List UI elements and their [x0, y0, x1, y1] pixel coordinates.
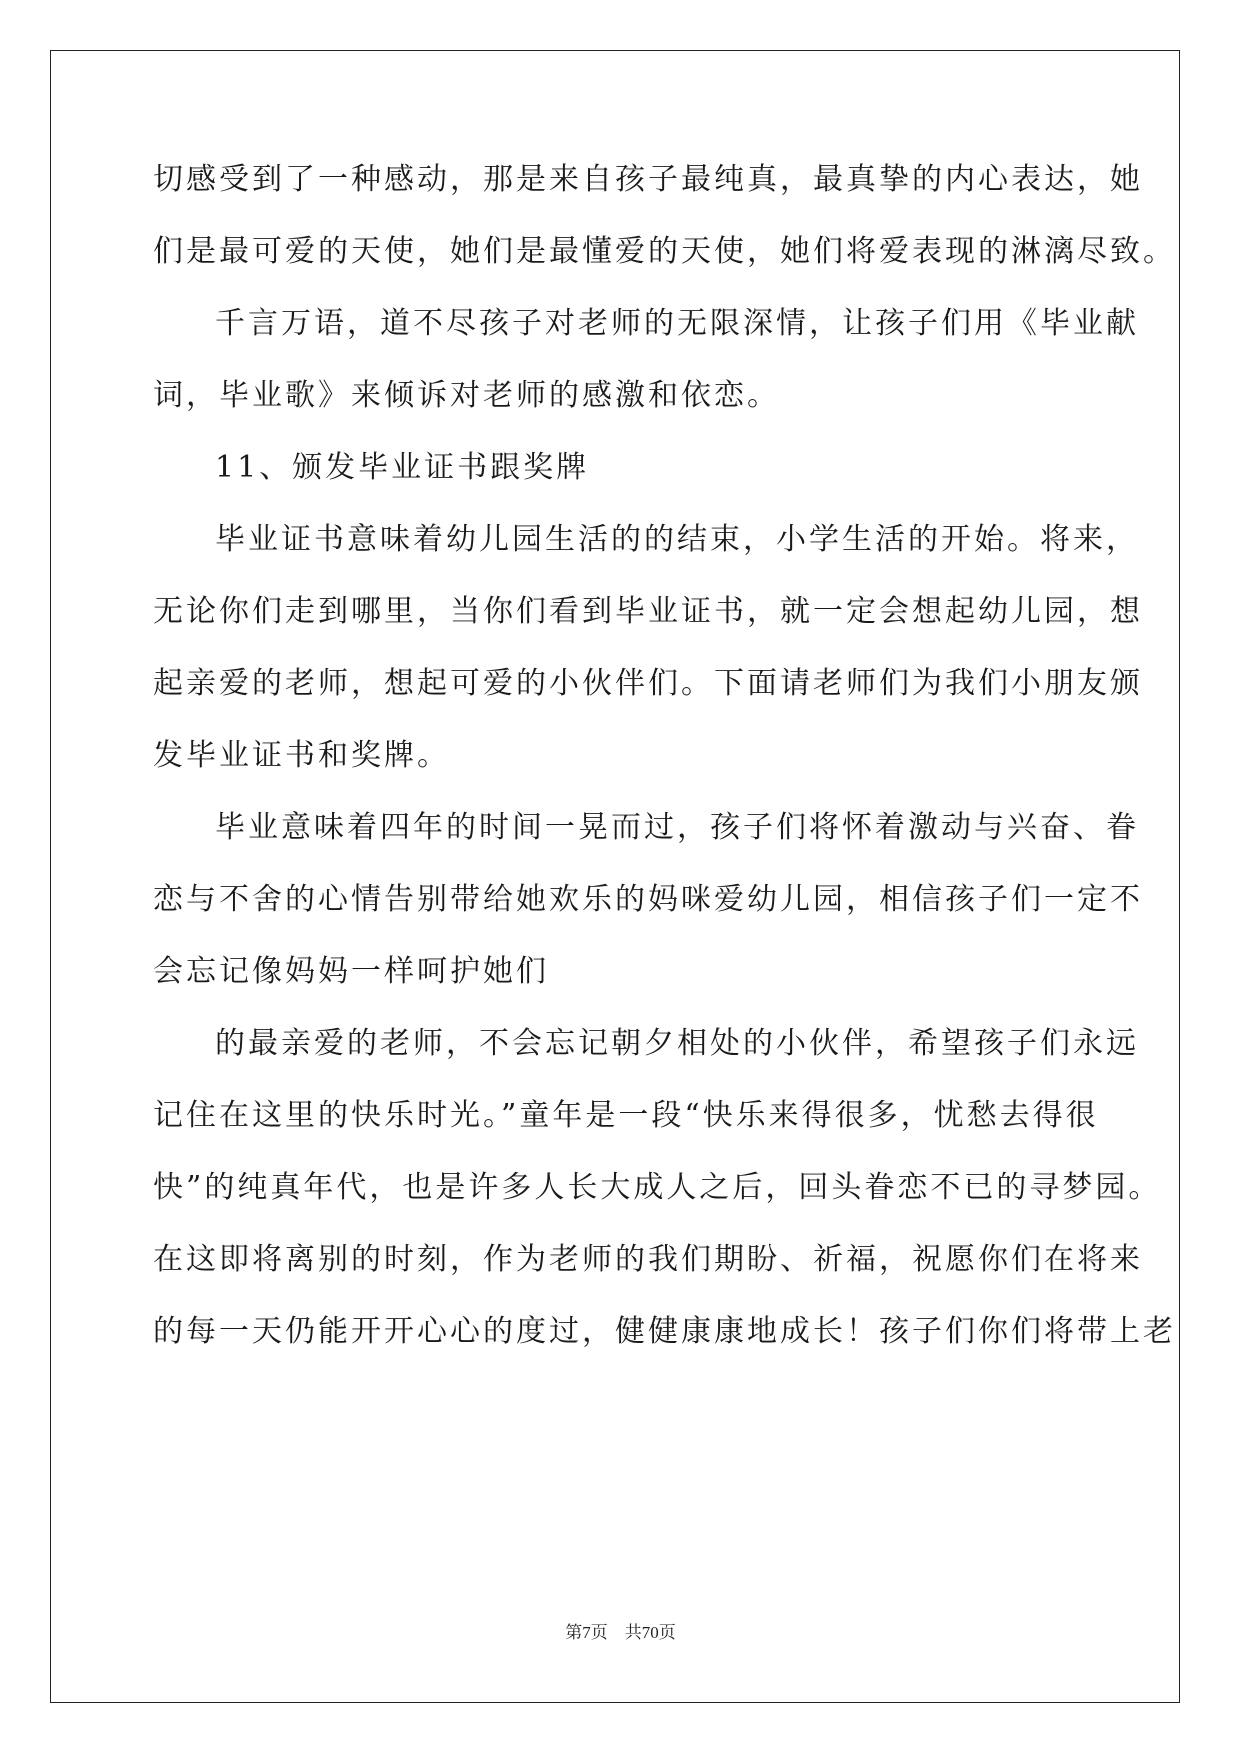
text-line: 发毕业证书和奖牌。 — [153, 738, 450, 773]
text-line: 记住在这里的快乐时光。”童年是一段“快乐来得很多，忧愁去得很 — [153, 1098, 1099, 1133]
page-footer — [0, 1618, 1241, 1643]
text-line: 起亲爱的老师，想起可爱的小伙伴们。下面请老师们为我们小朋友颁 — [153, 666, 1143, 701]
page-number: 第7页 共70页 — [565, 1623, 676, 1642]
text-line: 的每一天仍能开开心心的度过，健健康康地成长！孩子们你们将带上老 — [153, 1314, 1176, 1349]
paragraph-start: 毕业证书意味着幼儿园生活的的结束，小学生活的开始。将来， — [215, 522, 1139, 557]
page-border — [50, 50, 1180, 1703]
text-line: 无论你们走到哪里，当你们看到毕业证书，就一定会想起幼儿园，想 — [153, 594, 1143, 629]
paragraph-start: 毕业意味着四年的时间一晃而过，孩子们将怀着激动与兴奋、眷 — [215, 810, 1139, 845]
paragraph-start: 的最亲爱的老师，不会忘记朝夕相处的小伙伴，希望孩子们永远 — [215, 1026, 1139, 1061]
text-line: 快”的纯真年代，也是许多人长大成人之后，回头眷恋不已的寻梦园。 — [153, 1170, 1162, 1205]
text-line: 切感受到了一种感动，那是来自孩子最纯真，最真挚的内心表达，她 — [153, 162, 1143, 197]
text-line: 会忘记像妈妈一样呵护她们 — [153, 954, 549, 989]
text-line: 们是最可爱的天使，她们是最懂爱的天使，她们将爱表现的淋漓尽致。 — [153, 234, 1176, 269]
text-line: 词，毕业歌》来倾诉对老师的感激和依恋。 — [153, 378, 780, 413]
text-line: 恋与不舍的心情告别带给她欢乐的妈咪爱幼儿园，相信孩子们一定不 — [153, 882, 1143, 917]
paragraph-start: 千言万语，道不尽孩子对老师的无限深情，让孩子们用《毕业献 — [215, 306, 1139, 341]
text-line: 在这即将离别的时刻，作为老师的我们期盼、祈福，祝愿你们在将来 — [153, 1242, 1143, 1277]
section-heading: 11、颁发毕业证书跟奖牌 — [215, 450, 590, 485]
